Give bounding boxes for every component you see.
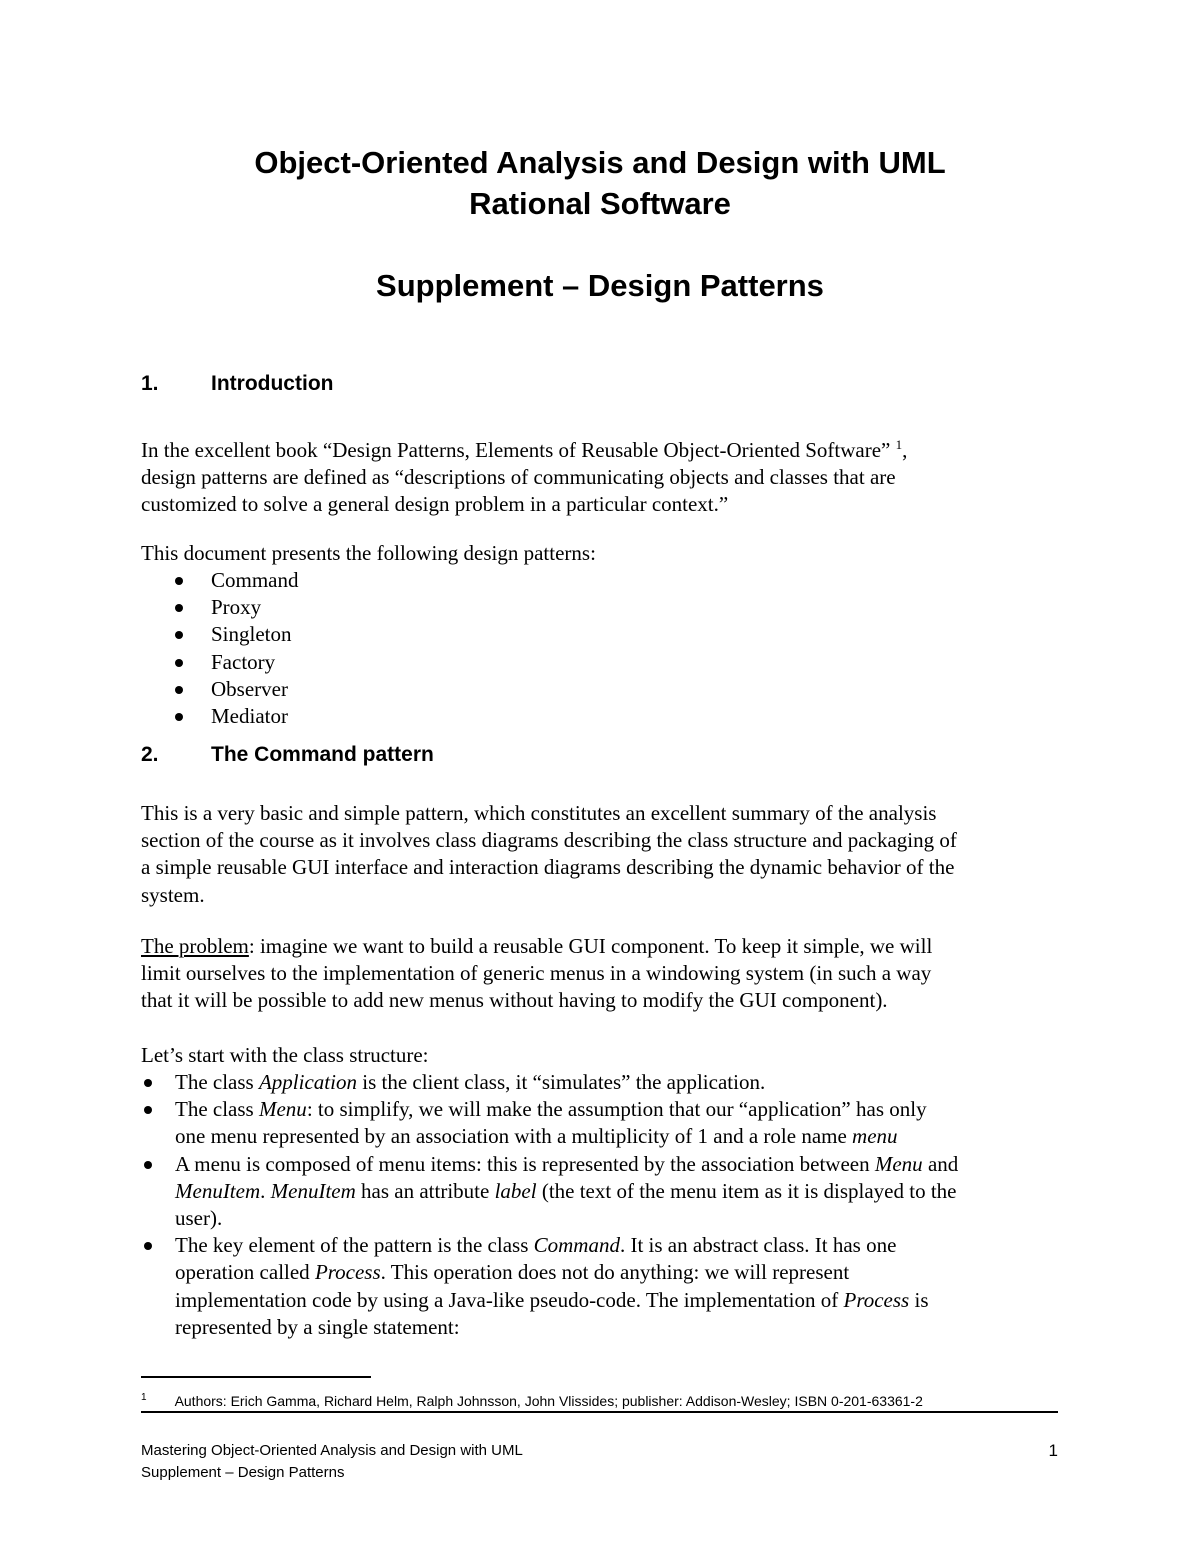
- problem-label: The problem: [141, 934, 249, 958]
- footnote-marker: 1: [141, 1392, 147, 1403]
- supplement-title: Supplement – Design Patterns: [376, 268, 824, 303]
- list-item: Mediator: [211, 703, 299, 730]
- list-item: Observer: [211, 676, 299, 703]
- section-title: The Command pattern: [211, 743, 434, 766]
- footer-line-2: Supplement – Design Patterns: [141, 1464, 345, 1481]
- section-number: 2.: [141, 743, 159, 766]
- problem-paragraph: The problem: imagine we want to build a reusable GUI component. To keep it simple, we will limit ourselves to the implementation of generic menus in a windowing system (in such a way that it will be possible to add new menus without having to modify the GUI component).: [141, 934, 933, 1013]
- document-title: Object-Oriented Analysis and Design with UML: [254, 145, 946, 180]
- list-item: Command: [211, 567, 299, 594]
- footnote-separator: [141, 1376, 371, 1378]
- pattern-list: [211, 567, 299, 730]
- section-1-heading: [141, 370, 333, 398]
- footnote: [141, 1389, 1058, 1413]
- class-structure-intro: Let’s start with the class structure:: [141, 1043, 429, 1067]
- page-number: 1: [1048, 1441, 1058, 1460]
- list-item: Singleton: [211, 621, 299, 648]
- patterns-intro: This document presents the following design patterns:: [141, 541, 596, 565]
- list-item: The class Menu: to simplify, we will make the assumption that our “application” has only one menu represented by an association with a multiplicity of 1 and a role name menu: [175, 1096, 1075, 1150]
- section-number: 1.: [141, 372, 159, 395]
- command-intro-paragraph: This is a very basic and simple pattern, which constitutes an excellent summary of the analysis section of the course as it involves class diagrams describing the class structure and packaging of a simple reusable GUI interface and interaction diagrams describing the dynamic behavior of the system.: [141, 801, 957, 907]
- footer-line-1: Mastering Object-Oriented Analysis and Design with UML: [141, 1442, 523, 1459]
- footnote-text: Authors: Erich Gamma, Richard Helm, Ralph Johnsson, John Vlissides; publisher: Addison-Wesley; ISBN 0-201-63361-2: [174, 1393, 923, 1409]
- list-item: A menu is composed of menu items: this is represented by the association between Menu and MenuItem. MenuItem has an attribute label (the text of the menu item as it is displayed to the user).: [175, 1151, 1075, 1233]
- class-structure-list: [175, 1069, 1075, 1341]
- list-item: The class Application is the client class, it “simulates” the application.: [175, 1069, 1075, 1096]
- list-item: The key element of the pattern is the class Command. It is an abstract class. It has one operation called Process. This operation does not do anything: we will represent implementation code by using a Java-like pseudo-code. The implementation of Process is represented by a single statement:: [175, 1232, 1075, 1341]
- list-item: Proxy: [211, 594, 299, 621]
- page-footer: [141, 1440, 1058, 1484]
- section-2-heading: [141, 741, 434, 769]
- document-subtitle: Rational Software: [469, 186, 731, 221]
- list-item: Factory: [211, 649, 299, 676]
- intro-paragraph: In the excellent book “Design Patterns, Elements of Reusable Object-Oriented Software” $^1$, design patterns are defined as “descriptions of communicating objects and classes that are customized to solve a general design problem in a particular context.”: [141, 437, 908, 517]
- section-title: Introduction: [211, 372, 334, 395]
- footnote-reference[interactable]: 1: [895, 437, 903, 452]
